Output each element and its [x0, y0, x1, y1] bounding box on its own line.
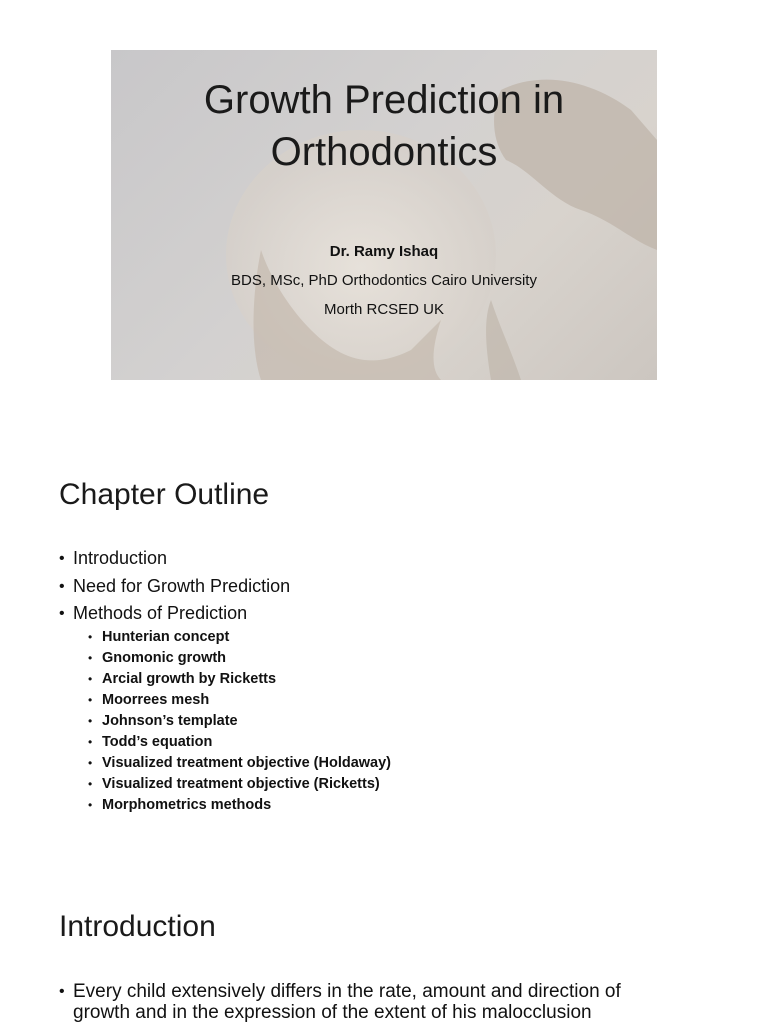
list-item: • Gnomonic growth [88, 648, 391, 669]
author-name: Dr. Ramy Ishaq [329, 243, 439, 260]
methods-sublist [88, 627, 391, 816]
list-item: • Todd’s equation [88, 732, 391, 753]
list-item: • Hunterian concept [88, 627, 391, 648]
title-slide [111, 50, 657, 380]
intro-bullet-line2: growth and in the expression of the extent of his malocclusion [73, 1002, 592, 1023]
intro-bullet-line1: Every child extensively differs in the rate, amount and direction of [73, 981, 621, 1002]
list-item: • Methods of Prediction [59, 600, 290, 628]
author-affiliation: Morth RCSED UK [323, 301, 445, 318]
list-item: • Arcial growth by Ricketts [88, 669, 391, 690]
list-item: • Visualized treatment objective (Holdaway) [88, 753, 391, 774]
list-item: • Visualized treatment objective (Ricketts) [88, 774, 391, 795]
list-item: • Need for Growth Prediction [59, 573, 290, 601]
slide-title-line1: Growth Prediction in [203, 78, 565, 122]
outline-list [59, 545, 290, 628]
list-item: • Moorrees mesh [88, 690, 391, 711]
introduction-list [59, 981, 719, 1023]
author-credentials: BDS, MSc, PhD Orthodontics Cairo University [231, 272, 537, 289]
list-item: • Introduction [59, 545, 290, 573]
list-item: • Johnson’s template [88, 711, 391, 732]
slide-title-line2: Orthodontics [270, 130, 498, 174]
introduction-heading: Introduction [59, 910, 216, 943]
list-item [59, 981, 719, 1023]
slide-title [111, 74, 657, 178]
list-item: • Morphometrics methods [88, 795, 391, 816]
chapter-outline-heading: Chapter Outline [59, 478, 270, 511]
